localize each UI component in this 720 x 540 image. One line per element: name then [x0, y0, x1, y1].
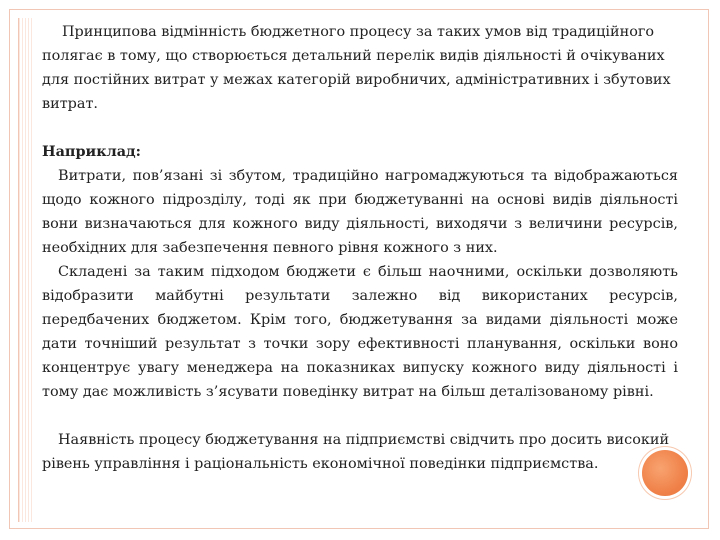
decorative-circle: [642, 450, 688, 496]
example-paragraph-2: Складені за таким підходом бюджети є більш наочними, оскільки дозволяють відобразити майбутні результати залежно від використаних ресурсів, передбачених бюджетом. Крім того, бюджетування за видами діяльності може дати точніший результат з точки зору ефективності планування, оскільки воно концентрує увагу менеджера на показниках випуску кожного виду діяльності і тому дає можливість з’ясувати поведінку витрат на більш деталізованому рівні.: [42, 264, 678, 400]
spacer: [42, 404, 678, 428]
conclusion-paragraph: Наявність процесу бюджетування на підприємстві свідчить про досить високий рівень управління і раціональність економічної поведінки підприємства.: [42, 432, 670, 472]
decorative-side-stripe: [18, 18, 32, 522]
spacer: [42, 116, 678, 140]
example-heading: Наприклад:: [42, 143, 141, 160]
slide-content: [42, 20, 678, 476]
example-paragraph-1: Витрати, пов’язані зі збутом, традиційно нагромаджуються та відображаються щодо кожного підрозділу, тоді як при бюджетуванні на основі видів діяльності вони визначаються для кожного виду діяльності, виходячи з величини ресурсів, необхідних для забезпечення певного рівня кожного з них.: [42, 168, 678, 256]
intro-paragraph: Принципова відмінність бюджетного процесу за таких умов від традиційного полягає в тому, що створюється детальний перелік видів діяльності й очікуваних для постійних витрат у межах категорій виробничих, адміністративних і збутових витрат.: [42, 24, 671, 112]
